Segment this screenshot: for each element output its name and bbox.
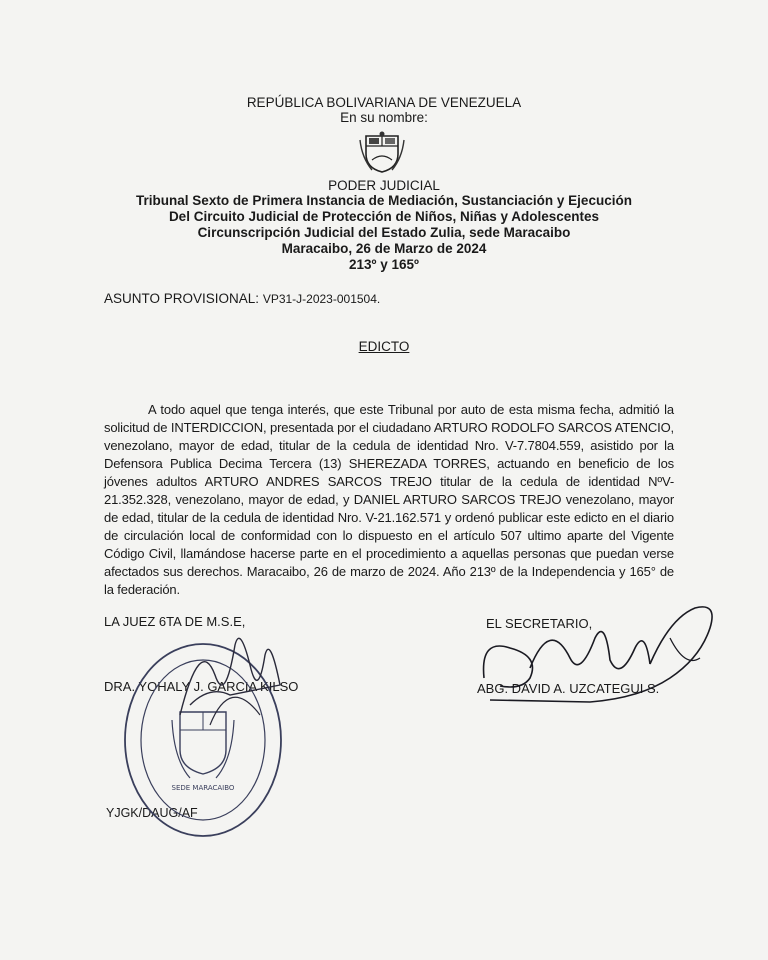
initials: YJGK/DAUG/AF [106, 806, 198, 820]
circuito-line: Del Circuito Judicial de Protección de Niños, Niñas y Adolescentes [168, 209, 600, 224]
judge-signature-icon [170, 615, 340, 735]
edicto-body-text: A todo aquel que tenga interés, que este Tribunal por auto de esta misma fecha, admitió la solicitud de INTERDICCION, presentada por el ciudadano ARTURO RODOLFO SARCOS ATENCIO, venezolano, mayor de edad, titular de la cedula de identidad Nro. V-7.7804.559, asistido por la Defensora Publica Decima Tercera (13) SHEREZADA TORRES, actuando en beneficio de los jóvenes adultos ARTURO ANDRES SARCOS TREJO titular de la cedula de identidad NºV-21.352.328, venezolano, mayor de edad, y DANIEL ARTURO SARCOS TREJO venezolano, mayor de edad, titular de la cedula de identidad Nro. V-21.162.571 y ordenó publicar este edicto en el diario de circulación local de conformidad con lo dispuesto en el artículo 507 ultimo aparte del Vigente Código Civil, llamándose hacerse parte en el procedimiento a aquellas personas que puedan verse afectados sus derechos. Maracaibo, 26 de marzo de 2024. Año 213º de la Independencia y 165° de la federación. [104, 402, 674, 597]
secretary-title: EL SECRETARIO, [486, 616, 593, 631]
republic-heading: REPÚBLICA BOLIVARIANA DE VENEZUELA [246, 95, 522, 110]
circunscripcion-line: Circunscripción Judicial del Estado Zulia, sede Maracaibo [197, 225, 571, 240]
en-su-nombre: En su nombre: [340, 110, 428, 125]
fecha-line: Maracaibo, 26 de Marzo de 2024 [281, 241, 487, 256]
stamp-text: SEDE MARACAIBO [171, 784, 235, 792]
edicto-body [104, 401, 674, 599]
secretary-signature-icon [470, 598, 730, 713]
tribunal-line: Tribunal Sexto de Primera Instancia de Mediación, Sustanciación y Ejecución [136, 193, 632, 208]
judge-name: DRA. YOHALY J. GARCIA KILSO [104, 679, 299, 694]
coat-of-arms-icon [358, 130, 406, 174]
asunto-code: VP31-J-2023-001504. [262, 292, 381, 306]
asunto-line [104, 291, 380, 306]
asunto-label: ASUNTO PROVISIONAL: [104, 291, 260, 306]
anos-line: 213º y 165º [349, 257, 419, 272]
secretary-name: ABG. DAVID A. UZCATEGUI S. [477, 681, 660, 696]
judge-title: LA JUEZ 6TA DE M.S.E, [104, 614, 246, 629]
poder-judicial: PODER JUDICIAL [328, 178, 440, 193]
edicto-title: EDICTO [358, 339, 410, 354]
